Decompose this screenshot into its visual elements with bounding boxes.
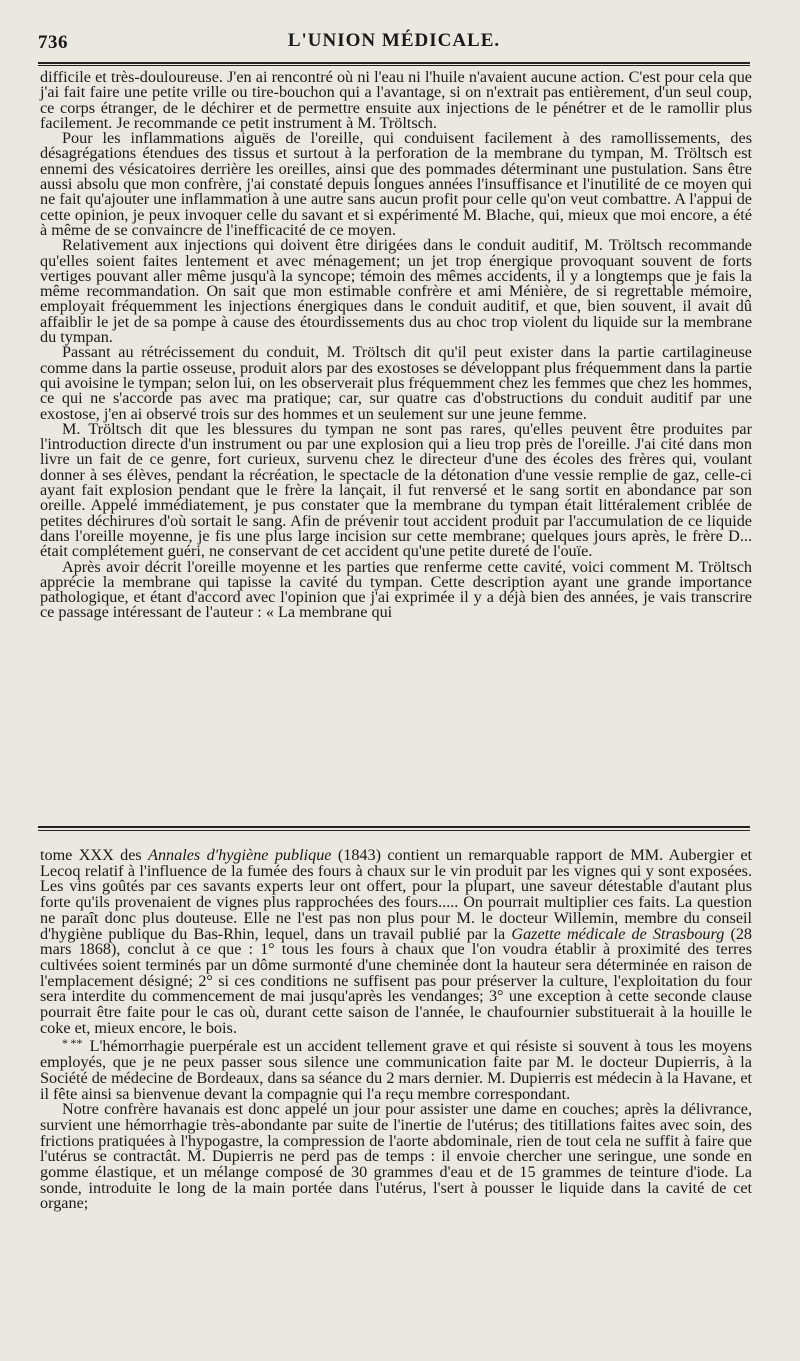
header-rule xyxy=(38,62,750,66)
journal-title: Annales d'hygiène publique xyxy=(148,846,332,864)
feuilleton-separator xyxy=(38,826,750,831)
journal-title: Gazette médicale de Strasbourg xyxy=(511,924,725,943)
article-paragraph: difficile et très-douloureuse. J'en ai rencontré où ni l'eau ni l'huile n'avaient aucune action. C'est pour cela que j'ai fait faire une petite vrille ou tire-bouchon qui a l'avantage, si on n'extrait pas entièrement, d'un seul coup, ce corps étranger, de le déchirer et de permettre ensuite aux injections de le pénétrer et de le ramollir plus facilement. Je recommande ce petit instrument à M. Tröltsch. xyxy=(40,68,752,132)
text-run: L'hémorrhagie puerpérale est un accident tellement grave et qui résiste si souvent à tous les moyens employés, que je ne peux passer sous silence une communication faite par M. le docteur Dupierris, à la Société de médecine de Bordeaux, dans sa séance du 2 mars dernier. M. Dupierris est médecin à la Havane, et il fête ainsi sa bienvenue devant la compagnie qui l'a reçu membre correspondant. xyxy=(40,1037,753,1103)
article-paragraph: Après avoir décrit l'oreille moyenne et les parties que renferme cette cavité, voici comment M. Tröltsch apprécie la membrane qui tapisse la cavité du tympan. Cette description ayant une grande importance pathologique, et étant d'accord avec l'opinion que j'ai exprimée il y a déjà bien des années, je vais transcrire ce passage intéressant de l'auteur : « La membrane qui xyxy=(40,557,752,622)
main-article xyxy=(40,70,752,621)
running-title: L'UNION MÉDICALE. xyxy=(287,30,501,51)
article-paragraph: Relativement aux injections qui doivent être dirigées dans le conduit auditif, M. Tröltsch recommande qu'elles soient faites lentement et avec ménagement; un jet trop énergique provoquant souvent de forts vertiges pouvant aller même jusqu'à la syncope; témoin des mêmes accidents, il y a longtemps que je fais la même recommandation. On sait que mon estimable confrère et ami Ménière, de si regrettable mémoire, employait fréquemment les injections énergiques dans le conduit auditif, et que, bien souvent, il avait dû affaiblir le jet de sa pompe à cause des étourdissements dus au choc trop violent du liquide sur la membrane du tympan. xyxy=(40,236,752,347)
text-run: (1843) contient un remarquable rapport de MM. Aubergier et Lecoq relatif à l'influence de la fumée des fours à chaux sur le vin produit par les vignes qui y sont exposées. Les vins goûtés par ces savants experts leur ont offert, pour la plupart, une saveur détestable d'autant plus forte qu'ils provenaient de vignes plus rapprochées des fours..... On pourrait multiplier ces faits. La question ne paraît donc plus douteuse. Elle ne l'est pas non plus pour M. le docteur Willemin, membre du conseil d'hygiène publique du Bas-Rhin, lequel, dans un travail publié par la xyxy=(40,846,753,943)
article-paragraph: Passant au rétrécissement du conduit, M. Tröltsch dit qu'il peut exister dans la partie cartilagineuse comme dans la partie osseuse, produit alors par des exostoses se développant plus fréquemment dans la partie qui avoisine le tympan; selon lui, on les observerait plus fréquemment chez les femmes que chez les hommes, ce qui ne s'accorde pas avec ma pratique; car, sur quatre cas d'obstructions du conduit auditif par une exostose, j'en ai observé trois sur des hommes et un seulement sur une jeune femme. xyxy=(40,343,752,423)
feuilleton-section xyxy=(40,848,752,1212)
feuilleton-paragraph: Notre confrère havanais est donc appelé un jour pour assister une dame en couches; après la délivrance, survient une hémorrhagie très-abondante par suite de l'inertie de l'utérus; des titillations faites avec soin, des frictions pratiquées à l'hypogastre, la compression de l'aorte abdominale, rien de tout cela ne suffit à faire que l'utérus se contractât. M. Dupierris ne perd pas de temps : il envoie chercher une seringue, une sonde en gomme élastique, et un mélange composé de 30 grammes d'eau et de 15 grammes de teinture d'iode. La sonde, introduite le long de la main portée dans l'utérus, l'sert à pousser le liquide dans la cavité de cet organe; xyxy=(40,1100,752,1213)
article-paragraph: M. Tröltsch dit que les blessures du tympan ne sont pas rares, qu'elles peuvent être produites par l'introduction directe d'un instrument ou par une explosion qui a lieu trop près de l'oreille. J'ai cité dans mon livre un fait de ce genre, fort curieux, survenu chez le directeur d'une des écoles des frères qui, voulant donner à ses élèves, pendant la récréation, le spectacle de la détonation d'une vessie remplie de gaz, celle-ci ayant fait explosion pendant que le frère la lançait, il fut renversé et le sang sortit en abondance par son oreille. Appelé immédiatement, je pus constater que la membrane du tympan était littéralement criblée de petites déchirures d'où sortait le sang. Afin de prévenir tout accident produit par l'accumulation de ce liquide dans l'oreille moyenne, je fis une plus large incision sur cette membrane; quelques jours après, le frère D... était complétement guéri, ne conservant de cet accident qu'une petite dureté de l'ouïe. xyxy=(40,419,752,561)
feuilleton-paragraph xyxy=(40,848,752,1036)
page-number: 736 xyxy=(38,32,68,53)
asterism: * ** xyxy=(62,1036,83,1051)
text-run: tome XXX des xyxy=(40,846,142,864)
article-paragraph: Pour les inflammations aiguës de l'oreille, qui conduisent facilement à des ramollissements, des désagrégations étendues des tissus et surtout à la perforation de la membrane du tympan, M. Tröltsch est ennemi des vésicatoires derrière les oreilles, ainsi que des pommades déterminant une pustulation. Sans être aussi absolu que mon confrère, j'ai constaté depuis longues années l'insuffisance et l'inutilité de ce moyen qui ne fait qu'ajouter une inflammation à une autre sans aucun profit pour celle qu'on veut combattre. A l'appui de cette opinion, je peux invoquer celle du savant et si expérimenté M. Blache, qui, mieux que moi encore, a été à même de se convaincre de l'inefficacité de ce moyen. xyxy=(40,129,752,239)
page-header xyxy=(38,24,750,60)
feuilleton-paragraph xyxy=(40,1036,752,1102)
text-run: (28 mars 1868), conclut à ce que : 1° tous les fours à chaux que l'on voudra établir à proximité des terres cultivées soient terminés par un dôme surmonté d'une cheminée dont la hauteur sera déterminée en raison de l'emplacement désigné; 2° si ces conditions ne suffisent pas pour préserver la culture, l'exploitation du four sera interdite du commencement de mai jusqu'après les vendanges; 3° une exception à cette seconde clause pourrait être faite pour le cas où, durant cette saison de l'année, le chaufournier substituerait à la houille le coke et, mieux encore, le bois. xyxy=(40,924,753,1037)
